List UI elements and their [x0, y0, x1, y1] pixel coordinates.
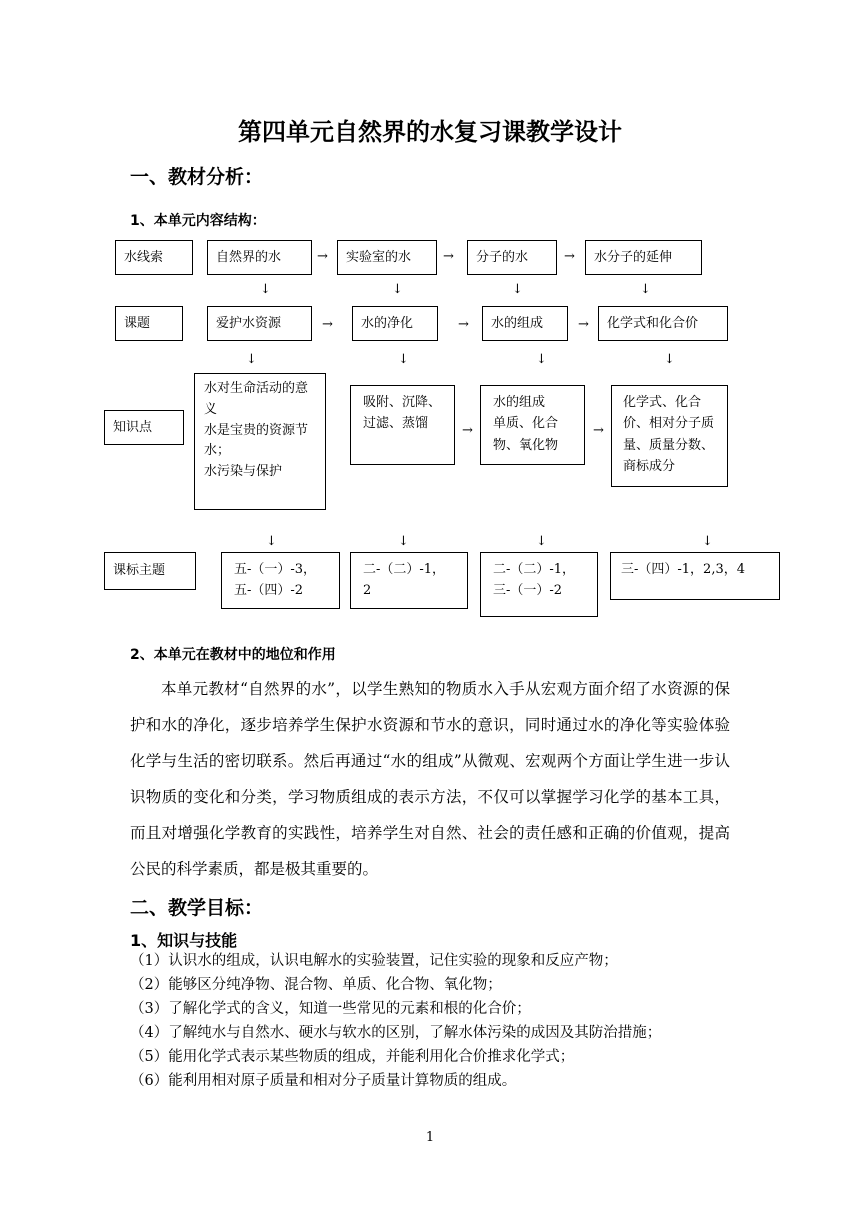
row1-cell2: 实验室的水: [337, 240, 437, 275]
row4-cell3: 二-（二）-1， 三-（一）-2: [480, 552, 598, 617]
row2-cell3: 水的组成: [482, 306, 568, 341]
row2-cell4: 化学式和化合价: [598, 306, 728, 341]
arrow-down-icon: ↓: [536, 534, 547, 549]
arrow-right-icon: →: [593, 423, 604, 438]
arrow-right-icon: →: [564, 249, 575, 264]
row4-label: 课标主题: [104, 552, 196, 590]
arrow-down-icon: ↓: [392, 282, 403, 297]
row3-cell1: 水对生命活动的意义 水是宝贵的资源节水； 水污染与保护: [194, 373, 326, 510]
section1-sub2: 2、本单元在教材中的地位和作用: [130, 647, 336, 663]
arrow-down-icon: ↓: [512, 282, 523, 297]
row2-label: 课题: [115, 306, 183, 341]
arrow-right-icon: →: [322, 317, 333, 332]
arrow-down-icon: ↓: [266, 534, 277, 549]
list-item: （6）能利用相对原子质量和相对分子质量计算物质的组成。: [130, 1073, 517, 1089]
row2-cell2: 水的净化: [352, 306, 438, 341]
arrow-down-icon: ↓: [640, 282, 651, 297]
arrow-right-icon: →: [443, 249, 454, 264]
arrow-down-icon: ↓: [398, 534, 409, 549]
row4-cell2: 二-（二）-1， 2: [350, 552, 468, 609]
arrow-right-icon: →: [317, 249, 328, 264]
arrow-down-icon: ↓: [246, 352, 257, 367]
arrow-down-icon: ↓: [536, 352, 547, 367]
row4-cell4: 三-（四）-1，2,3，4: [610, 552, 780, 600]
arrow-down-icon: ↓: [664, 352, 675, 367]
arrow-down-icon: ↓: [260, 282, 271, 297]
section2-heading: 二、教学目标：: [130, 897, 264, 919]
section1-heading: 一、教材分析：: [130, 166, 264, 188]
list-item: （5）能用化学式表示某些物质的组成，并能利用化合价推求化学式；: [130, 1049, 575, 1065]
list-item: （3）了解化学式的含义，知道一些常见的元素和根的化合价；: [130, 1001, 531, 1017]
row4-cell1: 五-（一）-3， 五-（四）-2: [221, 552, 340, 609]
arrow-down-icon: ↓: [702, 534, 713, 549]
role-paragraph: [130, 671, 730, 887]
list-item: （2）能够区分纯净物、混合物、单质、化合物、氧化物；: [130, 977, 502, 993]
row1-cell1: 自然界的水: [207, 240, 312, 275]
arrow-right-icon: →: [578, 317, 589, 332]
section1-sub1: 1、本单元内容结构：: [130, 213, 266, 229]
document-title: 第四单元自然界的水复习课教学设计: [238, 118, 622, 146]
objective-list: [130, 949, 730, 1093]
arrow-down-icon: ↓: [398, 352, 409, 367]
list-item: （4）了解纯水与自然水、硬水与软水的区别，了解水体污染的成因及其防治措施；: [130, 1025, 662, 1041]
row3-cell2: 吸附、沉降、 过滤、蒸馏: [350, 385, 455, 465]
page-number: 1: [425, 1130, 435, 1145]
row1-label: 水线索: [115, 240, 193, 275]
row3-cell3: 水的组成 单质、化合物、氧化物: [480, 385, 585, 465]
row1-cell4: 水分子的延伸: [585, 240, 702, 275]
section2-sub1: 1、知识与技能: [130, 931, 238, 950]
row3-cell4: 化学式、化合价、相对分子质量、质量分数、商标成分: [611, 385, 728, 487]
paragraph-text: 本单元教材“自然界的水”，以学生熟知的物质水入手从宏观方面介绍了水资源的保护和水的净化，逐步培养学生保护水资源和节水的意识，同时通过水的净化等实验体验化学与生活的密切联系。然后再通过“水的组成”从微观、宏观两个方面让学生进一步认识物质的变化和分类，学习物质组成的表示方法，不仅可以掌握学习化学的基本工具，而且对增强化学教育的实践性，培养学生对自然、社会的责任感和正确的价值观，提高公民的科学素质，都是极其重要的。: [130, 680, 730, 878]
arrow-right-icon: →: [458, 317, 469, 332]
row3-label: 知识点: [104, 410, 184, 445]
arrow-right-icon: →: [462, 423, 473, 438]
row2-cell1: 爱护水资源: [207, 306, 312, 341]
row1-cell3: 分子的水: [467, 240, 557, 275]
list-item: （1）认识水的组成，认识电解水的实验装置，记住实验的现象和反应产物；: [130, 953, 618, 969]
